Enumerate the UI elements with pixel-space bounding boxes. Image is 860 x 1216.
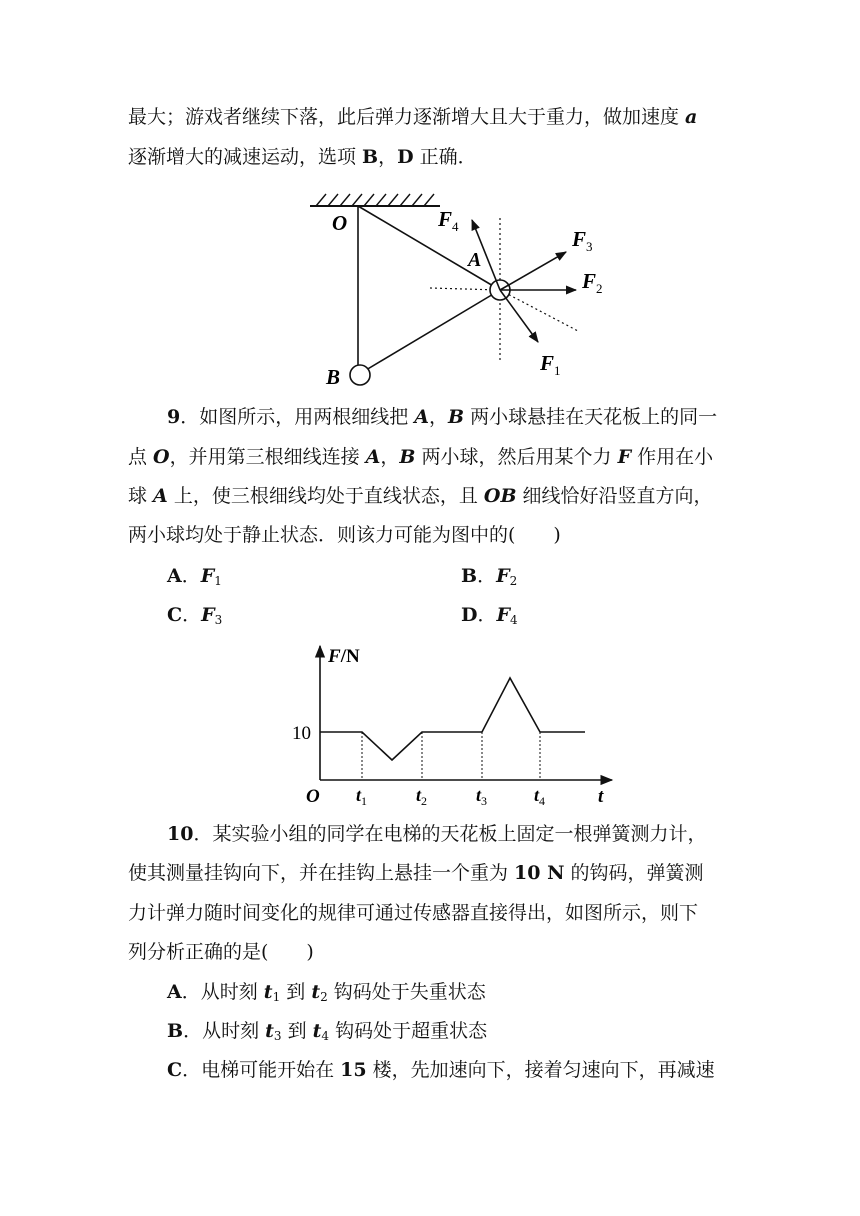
label-A: A <box>468 249 482 271</box>
var: F <box>617 446 632 468</box>
option-letter: C <box>167 604 183 626</box>
x-tick-t1: $t_1$ <box>356 785 368 808</box>
text-run: 细线恰好沿竖直方向， <box>516 485 713 507</box>
q10-line-3 <box>128 901 860 925</box>
q10-line-4 <box>128 940 860 964</box>
option-ref: B <box>362 146 379 168</box>
q9-line-1 <box>167 405 860 429</box>
ball-B <box>350 365 370 385</box>
var: t <box>265 1020 274 1042</box>
label-B: B <box>326 365 341 389</box>
force-diagram <box>300 180 620 390</box>
q10-option-B[interactable] <box>167 1019 860 1043</box>
text-run: 正确． <box>413 146 477 168</box>
string-AB <box>366 290 500 370</box>
var: F <box>496 565 510 587</box>
question-number: 9 <box>167 406 181 428</box>
x-tick-t2: $t_2$ <box>416 785 428 808</box>
q9-option-A[interactable]: A．$F_1$ <box>167 565 222 588</box>
force-curve <box>320 678 585 760</box>
label-F3: $F_3$ <box>572 227 593 254</box>
text-run: ．如图所示，用两根细线把 <box>180 406 415 428</box>
x-tick-t4: $t_4$ <box>534 785 546 808</box>
intro-line-2 <box>128 145 860 169</box>
q9-option-D[interactable]: D．$F_4$ <box>461 604 518 627</box>
text-run: 球 <box>128 485 154 507</box>
var: t <box>263 981 273 1003</box>
subscript: 3 <box>214 613 223 627</box>
text-run: 到 <box>281 1020 313 1042</box>
OA-extension <box>500 290 578 331</box>
force-time-graph <box>285 640 620 815</box>
option-letter: A <box>167 981 182 1003</box>
subscript: 1 <box>272 990 281 1004</box>
option-letter: D <box>461 604 478 626</box>
text-run: 点 <box>128 446 154 468</box>
var: F <box>200 565 215 587</box>
question-number: 10 <box>167 823 194 845</box>
subscript: 3 <box>273 1029 282 1043</box>
var-a: a <box>685 106 698 128</box>
text-run: 两小球均处于静止状态．则该力可能为图中的( ) <box>128 524 561 546</box>
text-run: 楼，先加速向下，接着匀速向下，再减速 <box>366 1059 715 1081</box>
subscript: 4 <box>321 1029 330 1043</box>
text-run: ．电梯可能开始在 <box>182 1059 341 1081</box>
q9-option-B[interactable]: B．$F_2$ <box>461 565 518 588</box>
y-tick-label: 10 <box>292 723 311 744</box>
text-run: ．从时刻 <box>183 1020 266 1042</box>
floor-number: 15 <box>340 1059 367 1081</box>
x-tick-t3: $t_3$ <box>476 785 488 808</box>
option-letter: B <box>461 565 478 587</box>
option-letter: A <box>167 565 182 587</box>
text-run: 到 <box>280 981 312 1003</box>
var: t <box>312 1020 322 1042</box>
var: A <box>153 485 168 507</box>
text-run: 使其测量挂钩向下，并在挂钩上悬挂一个重为 <box>128 862 515 884</box>
q10-option-C[interactable] <box>167 1058 860 1082</box>
text-run: 钩码处于超重状态 <box>329 1020 488 1042</box>
var: F <box>201 604 215 626</box>
text-run: 两小球悬挂在天花板上的同一 <box>464 406 718 428</box>
var: O <box>153 446 170 468</box>
q9-option-C[interactable]: C．$F_3$ <box>167 604 223 627</box>
label-F2: $F_2$ <box>582 269 603 296</box>
label-F4: $F_4$ <box>438 207 459 234</box>
subscript: 1 <box>214 574 222 588</box>
text-run: ，并用第三根细线连接 <box>169 446 366 468</box>
text-run: ， <box>378 146 398 168</box>
text-run: 上，使三根细线均处于直线状态，且 <box>167 485 484 507</box>
text-run: ， <box>380 446 400 468</box>
text-run: 列分析正确的是( ) <box>128 941 314 963</box>
q10-line-1 <box>167 822 860 846</box>
intro-line-1 <box>128 105 860 129</box>
subscript: 4 <box>510 613 518 627</box>
text-run: ．某实验小组的同学在电梯的天花板上固定一根弹簧测力计， <box>193 823 707 845</box>
subscript: 2 <box>509 574 518 588</box>
quantity: 10 N <box>514 862 565 884</box>
text-run: 钩码处于失重状态 <box>327 981 486 1003</box>
q10-option-A[interactable] <box>167 980 860 1004</box>
text-run: 力计弹力随时间变化的规律可通过传感器直接得出，如图所示，则下 <box>128 902 699 924</box>
q9-line-2 <box>128 445 860 469</box>
var: t <box>311 981 321 1003</box>
force-F1-arrow <box>500 290 538 342</box>
var: A <box>365 446 381 468</box>
q9-line-4 <box>128 523 860 547</box>
ceiling-hatch <box>316 194 434 206</box>
text-run: 作用在小 <box>631 446 714 468</box>
q10-line-2 <box>128 861 860 885</box>
text-run: ， <box>429 406 449 428</box>
text-run: ．从时刻 <box>181 981 264 1003</box>
force-F3-arrow <box>500 252 566 290</box>
y-axis-label: F/N <box>328 646 360 667</box>
text-run: 逐渐增大的减速运动，选项 <box>128 146 363 168</box>
var: A <box>414 406 430 428</box>
var: F <box>496 604 510 626</box>
text-run: 最大；游戏者继续下落，此后弹力逐渐增大且大于重力，做加速度 <box>128 106 686 128</box>
var: B <box>399 446 416 468</box>
option-letter: B <box>167 1020 184 1042</box>
q9-line-3 <box>128 484 860 508</box>
subscript: 2 <box>320 990 328 1004</box>
label-O: O <box>332 211 348 235</box>
option-letter: C <box>167 1059 183 1081</box>
label-F1: $F_1$ <box>540 351 561 378</box>
string-OA <box>358 206 500 290</box>
text-run: 两小球，然后用某个力 <box>415 446 618 468</box>
option-ref: D <box>397 146 414 168</box>
origin-label: O <box>306 786 320 807</box>
x-axis-label: t <box>598 786 604 807</box>
var: B <box>448 406 465 428</box>
text-run: 的钩码，弹簧测 <box>564 862 704 884</box>
var: OB <box>483 485 517 507</box>
